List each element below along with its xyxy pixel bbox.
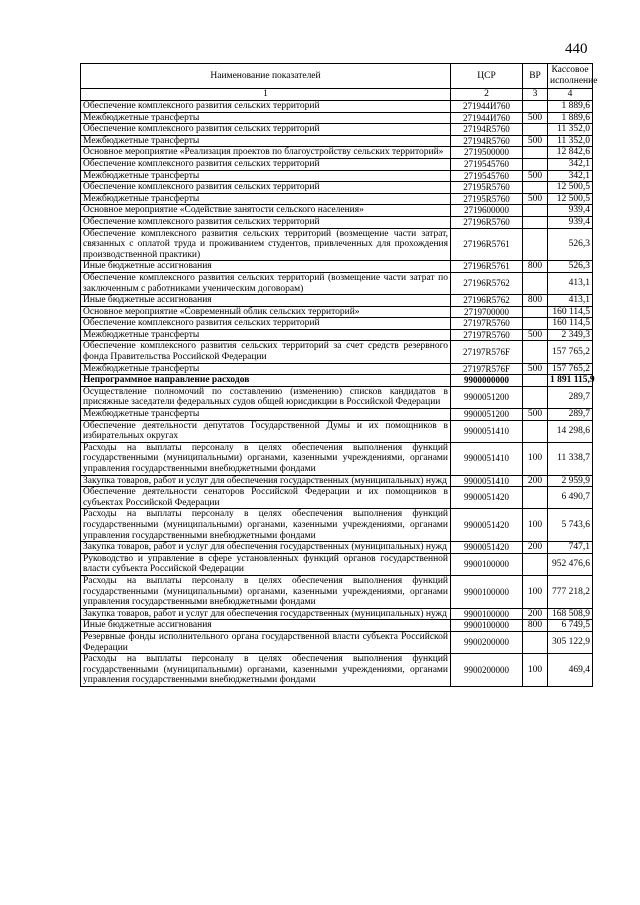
row-vr-cell: 500: [523, 112, 548, 124]
table-row: [81, 475, 593, 487]
row-csr-cell: 27196R5760: [451, 216, 523, 228]
row-csr-cell: 9900051420: [451, 542, 523, 554]
row-name-cell: Межбюджетные трансферты: [81, 409, 451, 421]
row-name-cell: Расходы на выплаты персоналу в целях обеспечения выполнения функций государственными (муниципальными) органами, казенными учреждениями, органами управления государственными внебюджетными фондами: [81, 654, 451, 687]
row-vr-cell: 800: [523, 261, 548, 273]
row-csr-cell: 271944И760: [451, 112, 523, 124]
row-csr-cell: 27196R5762: [451, 295, 523, 307]
row-vr-cell: [523, 182, 548, 194]
row-vr-cell: [523, 272, 548, 294]
row-name-cell: Расходы на выплаты персоналу в целях обеспечения выполнения функций государственными (муниципальными) органами, казенными учреждениями, органами управления государственными внебюджетными фондами: [81, 442, 451, 475]
row-vr-cell: [523, 216, 548, 228]
table-row: [81, 216, 593, 228]
row-value-cell: 12 500,5: [548, 193, 593, 205]
row-name-cell: Межбюджетные трансферты: [81, 112, 451, 124]
row-vr-cell: [523, 386, 548, 408]
table-row: [81, 329, 593, 341]
table-row: [81, 420, 593, 442]
row-name-cell: Иные бюджетные ассигнования: [81, 261, 451, 273]
row-csr-cell: 27196R5761: [451, 228, 523, 261]
row-vr-cell: 100: [523, 509, 548, 542]
row-name-cell: Непрограммное направление расходов: [81, 375, 451, 387]
table-row: [81, 620, 593, 632]
row-vr-cell: [523, 375, 548, 387]
row-name-cell: Обеспечение деятельности депутатов Государственной Думы и их помощников в избирательных округах: [81, 420, 451, 442]
table-row: [81, 375, 593, 387]
row-name-cell: Обеспечение комплексного развития сельских территорий: [81, 158, 451, 170]
row-vr-cell: 200: [523, 542, 548, 554]
table-row: [81, 631, 593, 653]
row-value-cell: 157 765,2: [548, 363, 593, 375]
table-row: [81, 654, 593, 687]
row-vr-cell: [523, 420, 548, 442]
index-cell: 1: [81, 89, 451, 101]
row-csr-cell: 27197R5760: [451, 329, 523, 341]
row-vr-cell: [523, 228, 548, 261]
row-vr-cell: 500: [523, 193, 548, 205]
row-vr-cell: 100: [523, 442, 548, 475]
row-name-cell: Основное мероприятие «Реализация проектов по благоустройству сельских территорий»: [81, 147, 451, 159]
table-row: [81, 509, 593, 542]
row-csr-cell: 9900200000: [451, 654, 523, 687]
row-csr-cell: 9900051420: [451, 509, 523, 542]
row-vr-cell: 200: [523, 475, 548, 487]
table-row: [81, 272, 593, 294]
table-row: [81, 542, 593, 554]
row-csr-cell: 2719600000: [451, 205, 523, 217]
row-vr-cell: [523, 306, 548, 318]
table-row: [81, 193, 593, 205]
row-csr-cell: 9900051200: [451, 386, 523, 408]
row-value-cell: 12 842,6: [548, 147, 593, 159]
row-vr-cell: 500: [523, 363, 548, 375]
row-vr-cell: [523, 341, 548, 363]
row-csr-cell: 2719500000: [451, 147, 523, 159]
row-value-cell: 1 889,6: [548, 112, 593, 124]
table-header-row: [81, 64, 593, 89]
table-row: [81, 228, 593, 261]
table-row: [81, 158, 593, 170]
row-name-cell: Обеспечение комплексного развития сельских территорий (возмещение части затрат, связанных с оплатой труда и проживанием студентов, привлеченных для прохождения производственной практики): [81, 228, 451, 261]
row-value-cell: 526,3: [548, 228, 593, 261]
table-row: [81, 205, 593, 217]
row-value-cell: 469,4: [548, 654, 593, 687]
row-vr-cell: 100: [523, 654, 548, 687]
table-row: [81, 386, 593, 408]
row-csr-cell: 2719545760: [451, 170, 523, 182]
row-name-cell: Руководство и управление в сфере установленных функций органов государственной власти субъекта Российской Федерации: [81, 553, 451, 575]
row-value-cell: 1 889,6: [548, 101, 593, 113]
row-vr-cell: 500: [523, 170, 548, 182]
row-name-cell: Межбюджетные трансферты: [81, 363, 451, 375]
row-name-cell: Расходы на выплаты персоналу в целях обеспечения выполнения функций государственными (муниципальными) органами, казенными учреждениями, органами управления государственными внебюджетными фондами: [81, 509, 451, 542]
row-name-cell: Обеспечение комплексного развития сельских территорий (возмещение части затрат по заключенным с работниками ученическим договорам): [81, 272, 451, 294]
row-name-cell: Основное мероприятие «Содействие занятости сельского населения»: [81, 205, 451, 217]
table-row: [81, 112, 593, 124]
row-name-cell: Резервные фонды исполнительного органа государственной власти субъекта Российской Федерации: [81, 631, 451, 653]
row-name-cell: Основное мероприятие «Современный облик сельских территорий»: [81, 306, 451, 318]
row-value-cell: 939,4: [548, 216, 593, 228]
row-value-cell: 413,1: [548, 295, 593, 307]
row-name-cell: Осуществление полномочий по составлению (изменению) списков кандидатов в присяжные заседатели федеральных судов общей юрисдикции в Российской Федерации: [81, 386, 451, 408]
row-vr-cell: 200: [523, 608, 548, 620]
row-csr-cell: 27195R5760: [451, 182, 523, 194]
table-row: [81, 553, 593, 575]
table-body: [81, 101, 593, 687]
row-name-cell: Межбюджетные трансферты: [81, 329, 451, 341]
table-row: [81, 575, 593, 608]
row-csr-cell: 27197R5760: [451, 318, 523, 330]
row-vr-cell: 500: [523, 329, 548, 341]
row-value-cell: 342,1: [548, 170, 593, 182]
row-value-cell: 14 298,6: [548, 420, 593, 442]
row-vr-cell: [523, 124, 548, 136]
table-row: [81, 306, 593, 318]
row-name-cell: Расходы на выплаты персоналу в целях обеспечения выполнения функций государственными (муниципальными) органами, казенными учреждениями, органами управления государственными внебюджетными фондами: [81, 575, 451, 608]
row-name-cell: Обеспечение комплексного развития сельских территорий: [81, 124, 451, 136]
row-value-cell: 6 749,5: [548, 620, 593, 632]
row-csr-cell: 9900051200: [451, 409, 523, 421]
row-name-cell: Обеспечение комплексного развития сельских территорий: [81, 216, 451, 228]
index-cell: 2: [451, 89, 523, 101]
row-csr-cell: 27195R5760: [451, 193, 523, 205]
row-csr-cell: 9900100000: [451, 608, 523, 620]
row-vr-cell: [523, 631, 548, 653]
row-csr-cell: 27196R5762: [451, 272, 523, 294]
row-csr-cell: 9900051410: [451, 475, 523, 487]
table-row: [81, 409, 593, 421]
row-value-cell: 289,7: [548, 386, 593, 408]
table-row: [81, 487, 593, 509]
row-vr-cell: 100: [523, 575, 548, 608]
row-value-cell: 157 765,2: [548, 341, 593, 363]
table-row: [81, 295, 593, 307]
table-row: [81, 135, 593, 147]
row-value-cell: 2 959,9: [548, 475, 593, 487]
page-number: 440: [565, 41, 588, 57]
row-value-cell: 11 352,0: [548, 135, 593, 147]
table-row: [81, 442, 593, 475]
table-row: [81, 147, 593, 159]
row-name-cell: Обеспечение комплексного развития сельских территорий: [81, 101, 451, 113]
row-vr-cell: 800: [523, 620, 548, 632]
row-value-cell: 11 352,0: [548, 124, 593, 136]
row-csr-cell: 27194R5760: [451, 135, 523, 147]
row-csr-cell: 9900100000: [451, 553, 523, 575]
header-value: Кассовое исполнение: [548, 64, 593, 89]
row-name-cell: Межбюджетные трансферты: [81, 170, 451, 182]
row-value-cell: 777 218,2: [548, 575, 593, 608]
row-value-cell: 747,1: [548, 542, 593, 554]
row-name-cell: Обеспечение комплексного развития сельских территорий: [81, 182, 451, 194]
row-name-cell: Обеспечение комплексного развития сельских территорий за счет средств резервного фонда Правительства Российской Федерации: [81, 341, 451, 363]
row-value-cell: 11 338,7: [548, 442, 593, 475]
table-index-row: [81, 89, 593, 101]
row-value-cell: 12 500,5: [548, 182, 593, 194]
index-cell: 3: [523, 89, 548, 101]
row-value-cell: 952 476,6: [548, 553, 593, 575]
table-row: [81, 261, 593, 273]
row-csr-cell: 27196R5761: [451, 261, 523, 273]
row-csr-cell: 9900051410: [451, 420, 523, 442]
row-csr-cell: 9900051410: [451, 442, 523, 475]
row-csr-cell: 9900100000: [451, 620, 523, 632]
table-row: [81, 341, 593, 363]
row-value-cell: 305 122,9: [548, 631, 593, 653]
row-csr-cell: 9900100000: [451, 575, 523, 608]
table-row: [81, 101, 593, 113]
index-cell: 4: [548, 89, 593, 101]
row-name-cell: Закупка товаров, работ и услуг для обеспечения государственных (муниципальных) нужд: [81, 542, 451, 554]
row-value-cell: 939,4: [548, 205, 593, 217]
table-row: [81, 170, 593, 182]
row-value-cell: 413,1: [548, 272, 593, 294]
row-csr-cell: 9900000000: [451, 375, 523, 387]
budget-execution-table: [80, 63, 598, 687]
table-row: [81, 318, 593, 330]
row-csr-cell: 27194R5760: [451, 124, 523, 136]
row-vr-cell: 500: [523, 135, 548, 147]
row-vr-cell: [523, 205, 548, 217]
row-vr-cell: [523, 158, 548, 170]
row-vr-cell: [523, 318, 548, 330]
row-vr-cell: [523, 487, 548, 509]
table-row: [81, 124, 593, 136]
row-name-cell: Иные бюджетные ассигнования: [81, 295, 451, 307]
row-name-cell: Иные бюджетные ассигнования: [81, 620, 451, 632]
row-vr-cell: [523, 553, 548, 575]
row-name-cell: Межбюджетные трансферты: [81, 193, 451, 205]
row-csr-cell: 9900200000: [451, 631, 523, 653]
row-vr-cell: 500: [523, 409, 548, 421]
row-value-cell: 6 490,7: [548, 487, 593, 509]
row-name-cell: Межбюджетные трансферты: [81, 135, 451, 147]
row-value-cell: 2 349,3: [548, 329, 593, 341]
table-row: [81, 182, 593, 194]
row-name-cell: Обеспечение комплексного развития сельских территорий: [81, 318, 451, 330]
row-csr-cell: 2719700000: [451, 306, 523, 318]
row-value-cell: 168 508,9: [548, 608, 593, 620]
row-value-cell: 289,7: [548, 409, 593, 421]
row-vr-cell: 800: [523, 295, 548, 307]
row-value-cell: 342,1: [548, 158, 593, 170]
row-value-cell: 160 114,5: [548, 306, 593, 318]
row-name-cell: Закупка товаров, работ и услуг для обеспечения государственных (муниципальных) нужд: [81, 608, 451, 620]
row-value-cell: 5 743,6: [548, 509, 593, 542]
row-vr-cell: [523, 147, 548, 159]
row-csr-cell: 2719545760: [451, 158, 523, 170]
row-csr-cell: 271944И760: [451, 101, 523, 113]
row-name-cell: Обеспечение деятельности сенаторов Российской Федерации и их помощников в субъектах Российской Федерации: [81, 487, 451, 509]
table-row: [81, 608, 593, 620]
row-csr-cell: 27197R576F: [451, 363, 523, 375]
header-csr: ЦСР: [451, 64, 523, 89]
table-row: [81, 363, 593, 375]
header-vr: ВР: [523, 64, 548, 89]
row-csr-cell: 9900051420: [451, 487, 523, 509]
row-value-cell: 1 891 115,9: [548, 375, 593, 387]
row-value-cell: 160 114,5: [548, 318, 593, 330]
header-name: Наименование показателей: [81, 64, 451, 89]
row-vr-cell: [523, 101, 548, 113]
row-csr-cell: 27197R576F: [451, 341, 523, 363]
row-value-cell: 526,3: [548, 261, 593, 273]
row-name-cell: Закупка товаров, работ и услуг для обеспечения государственных (муниципальных) нужд: [81, 475, 451, 487]
